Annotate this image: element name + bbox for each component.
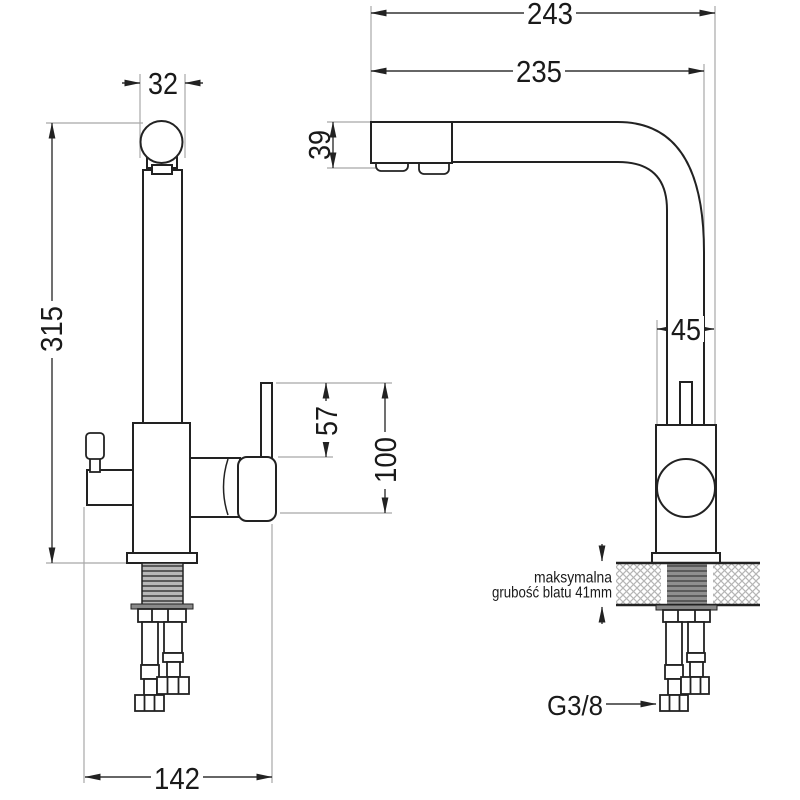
- hose-collar: [163, 653, 183, 662]
- hex-fitting: [660, 695, 688, 711]
- side-view: [371, 122, 760, 711]
- right-arm: [190, 458, 240, 517]
- base-flange-side: [652, 553, 720, 563]
- front-view: [86, 121, 276, 711]
- dim-body-diameter-label: 45: [671, 311, 701, 347]
- supply-hoses-side: [660, 622, 709, 711]
- hose-collar: [687, 653, 705, 662]
- dim-base-span-label: 142: [154, 760, 200, 796]
- hex-fitting: [135, 695, 164, 711]
- countertop-section: [616, 563, 760, 605]
- base-flange-front: [127, 553, 197, 563]
- spout-end-circle: [141, 121, 183, 163]
- threaded-shank: [142, 563, 183, 605]
- dim-handle-assembly-label: 100: [367, 431, 403, 483]
- thread-size-label: G3/8: [547, 689, 603, 721]
- handle-stick-side: [680, 382, 692, 427]
- dim-total-height-label: 315: [33, 300, 69, 352]
- hex-fitting: [157, 677, 189, 694]
- dim-spout-width-label: 32: [148, 65, 178, 101]
- hose-neck: [167, 662, 180, 677]
- threaded-rod: [667, 564, 707, 604]
- filter-lever-top: [86, 433, 104, 459]
- dim-handle-lever-label: 57: [308, 401, 344, 436]
- aerator-tip: [152, 165, 172, 174]
- spout-head: [371, 122, 452, 163]
- dim-spout-head-height-label: 39: [301, 125, 337, 160]
- hose-tube: [666, 622, 682, 665]
- handle-stick-front: [261, 383, 272, 458]
- hose-tube: [142, 622, 158, 665]
- handle-ball-joint: [657, 459, 715, 517]
- hose-neck: [144, 679, 157, 695]
- handle-body-front: [238, 457, 276, 521]
- mounting-nut-front: [138, 609, 186, 622]
- hose-neck: [690, 662, 703, 677]
- riser-pipe: [143, 170, 182, 423]
- hex-fitting: [681, 677, 709, 694]
- hose-tube: [164, 622, 182, 653]
- supply-hoses-front: [135, 622, 189, 711]
- dim-spout-reach-label: 235: [516, 53, 562, 89]
- annotation-labels: [492, 570, 612, 721]
- left-arm: [87, 470, 133, 505]
- dim-overall-depth-label: 243: [527, 0, 573, 31]
- hose-tube: [688, 622, 704, 653]
- spout-arm: [452, 122, 704, 425]
- mounting-nut-side: [663, 610, 710, 622]
- dimension-labels: [34, 0, 701, 796]
- countertop-note-line2: grubość blatu 41mm: [492, 584, 612, 602]
- faucet-body: [133, 423, 190, 553]
- countertop-note-line1: maksymalna: [534, 569, 613, 587]
- hose-neck: [668, 679, 681, 695]
